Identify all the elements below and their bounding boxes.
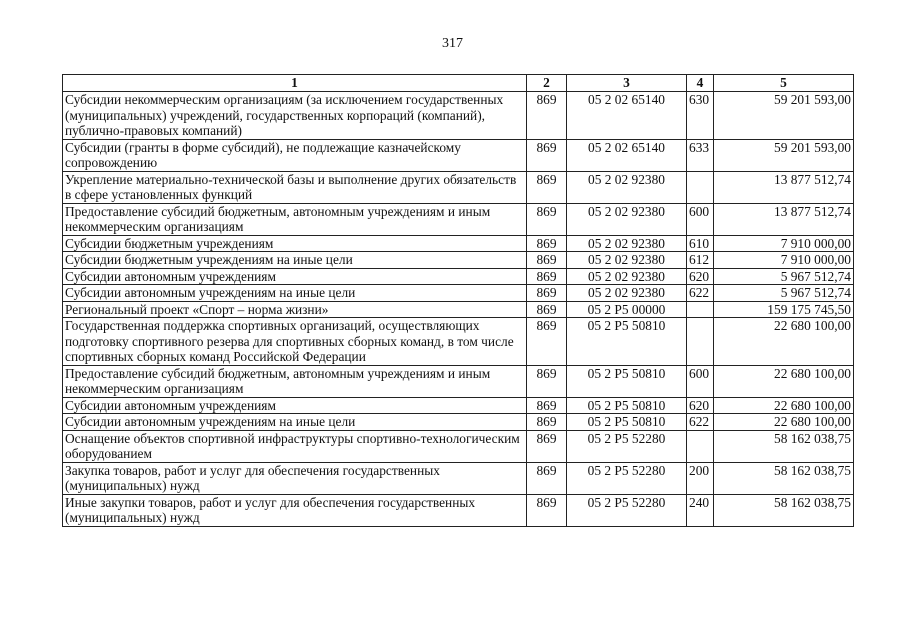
cell-amount: 13 877 512,74 — [714, 171, 854, 203]
cell-target-article: 05 2 P5 50810 — [567, 414, 687, 431]
budget-table — [62, 74, 854, 527]
cell-expense-type: 630 — [687, 92, 714, 140]
cell-target-article: 05 2 02 92380 — [567, 252, 687, 269]
cell-name: Субсидии (гранты в форме субсидий), не подлежащие казначейскому сопровождению — [63, 139, 527, 171]
cell-department-code: 869 — [527, 414, 567, 431]
cell-department-code: 869 — [527, 285, 567, 302]
cell-name: Иные закупки товаров, работ и услуг для обеспечения государственных (муниципальных) нужд — [63, 494, 527, 526]
table-row — [63, 285, 854, 302]
cell-expense-type: 620 — [687, 268, 714, 285]
cell-name: Предоставление субсидий бюджетным, автономным учреждениям и иным некоммерческим организациям — [63, 365, 527, 397]
cell-name: Субсидии автономным учреждениям на иные цели — [63, 285, 527, 302]
cell-target-article: 05 2 02 65140 — [567, 92, 687, 140]
header-row — [63, 75, 854, 92]
cell-expense-type — [687, 430, 714, 462]
page-number: 317 — [442, 36, 463, 51]
cell-target-article: 05 2 P5 50810 — [567, 397, 687, 414]
cell-name: Государственная поддержка спортивных организаций, осуществляющих подготовку спортивного резерва для спортивных сборных команд, в том числе спортивных сборных команд Российской Федерации — [63, 318, 527, 366]
table-row — [63, 397, 854, 414]
cell-target-article: 05 2 02 92380 — [567, 285, 687, 302]
table-row — [63, 139, 854, 171]
table-row — [63, 92, 854, 140]
table-row — [63, 235, 854, 252]
cell-department-code: 869 — [527, 494, 567, 526]
header-col-2: 2 — [527, 75, 567, 92]
cell-department-code: 869 — [527, 462, 567, 494]
cell-expense-type: 633 — [687, 139, 714, 171]
table-row — [63, 365, 854, 397]
cell-target-article: 05 2 P5 52280 — [567, 430, 687, 462]
cell-target-article: 05 2 P5 50810 — [567, 318, 687, 366]
table-row — [63, 252, 854, 269]
table-row — [63, 318, 854, 366]
cell-department-code: 869 — [527, 203, 567, 235]
cell-department-code: 869 — [527, 235, 567, 252]
table-body — [63, 92, 854, 527]
cell-amount: 22 680 100,00 — [714, 318, 854, 366]
cell-expense-type: 620 — [687, 397, 714, 414]
cell-amount: 58 162 038,75 — [714, 494, 854, 526]
cell-department-code: 869 — [527, 397, 567, 414]
cell-amount: 59 201 593,00 — [714, 139, 854, 171]
header-col-3: 3 — [567, 75, 687, 92]
cell-department-code: 869 — [527, 252, 567, 269]
cell-expense-type: 200 — [687, 462, 714, 494]
cell-expense-type — [687, 171, 714, 203]
cell-name: Субсидии некоммерческим организациям (за исключением государственных (муниципальных) учреждений, государственных корпораций (компаний), публично-правовых компаний) — [63, 92, 527, 140]
cell-amount: 7 910 000,00 — [714, 235, 854, 252]
cell-amount: 58 162 038,75 — [714, 430, 854, 462]
cell-target-article: 05 2 02 65140 — [567, 139, 687, 171]
cell-target-article: 05 2 P5 52280 — [567, 494, 687, 526]
cell-name: Предоставление субсидий бюджетным, автономным учреждениям и иным некоммерческим организациям — [63, 203, 527, 235]
table-row — [63, 171, 854, 203]
cell-amount: 7 910 000,00 — [714, 252, 854, 269]
table-row — [63, 462, 854, 494]
cell-expense-type: 622 — [687, 285, 714, 302]
cell-name: Субсидии автономным учреждениям на иные цели — [63, 414, 527, 431]
cell-amount: 58 162 038,75 — [714, 462, 854, 494]
cell-target-article: 05 2 P5 50810 — [567, 365, 687, 397]
table-row — [63, 494, 854, 526]
cell-name: Оснащение объектов спортивной инфраструктуры спортивно-технологическим оборудованием — [63, 430, 527, 462]
cell-amount: 5 967 512,74 — [714, 285, 854, 302]
cell-expense-type: 240 — [687, 494, 714, 526]
cell-amount: 59 201 593,00 — [714, 92, 854, 140]
cell-expense-type: 610 — [687, 235, 714, 252]
cell-expense-type: 600 — [687, 365, 714, 397]
table-header — [63, 75, 854, 92]
header-col-5: 5 — [714, 75, 854, 92]
cell-department-code: 869 — [527, 430, 567, 462]
cell-expense-type — [687, 318, 714, 366]
cell-department-code: 869 — [527, 171, 567, 203]
cell-target-article: 05 2 02 92380 — [567, 171, 687, 203]
cell-department-code: 869 — [527, 92, 567, 140]
cell-amount: 13 877 512,74 — [714, 203, 854, 235]
cell-expense-type — [687, 301, 714, 318]
cell-department-code: 869 — [527, 139, 567, 171]
cell-target-article: 05 2 P5 52280 — [567, 462, 687, 494]
cell-amount: 22 680 100,00 — [714, 414, 854, 431]
cell-target-article: 05 2 P5 00000 — [567, 301, 687, 318]
cell-amount: 159 175 745,50 — [714, 301, 854, 318]
cell-name: Закупка товаров, работ и услуг для обеспечения государственных (муниципальных) нужд — [63, 462, 527, 494]
cell-target-article: 05 2 02 92380 — [567, 235, 687, 252]
cell-name: Субсидии автономным учреждениям — [63, 397, 527, 414]
table-row — [63, 203, 854, 235]
cell-department-code: 869 — [527, 318, 567, 366]
cell-expense-type: 600 — [687, 203, 714, 235]
cell-name: Субсидии автономным учреждениям — [63, 268, 527, 285]
cell-amount: 5 967 512,74 — [714, 268, 854, 285]
cell-department-code: 869 — [527, 301, 567, 318]
cell-amount: 22 680 100,00 — [714, 397, 854, 414]
cell-name: Субсидии бюджетным учреждениям на иные цели — [63, 252, 527, 269]
header-col-4: 4 — [687, 75, 714, 92]
table-row — [63, 301, 854, 318]
table-row — [63, 414, 854, 431]
cell-department-code: 869 — [527, 365, 567, 397]
cell-expense-type: 622 — [687, 414, 714, 431]
table-row — [63, 430, 854, 462]
cell-expense-type: 612 — [687, 252, 714, 269]
table-row — [63, 268, 854, 285]
header-col-1: 1 — [63, 75, 527, 92]
cell-target-article: 05 2 02 92380 — [567, 203, 687, 235]
cell-name: Субсидии бюджетным учреждениям — [63, 235, 527, 252]
cell-target-article: 05 2 02 92380 — [567, 268, 687, 285]
cell-department-code: 869 — [527, 268, 567, 285]
cell-amount: 22 680 100,00 — [714, 365, 854, 397]
cell-name: Укрепление материально-технической базы и выполнение других обязательств в сфере установленных функций — [63, 171, 527, 203]
cell-name: Региональный проект «Спорт – норма жизни» — [63, 301, 527, 318]
